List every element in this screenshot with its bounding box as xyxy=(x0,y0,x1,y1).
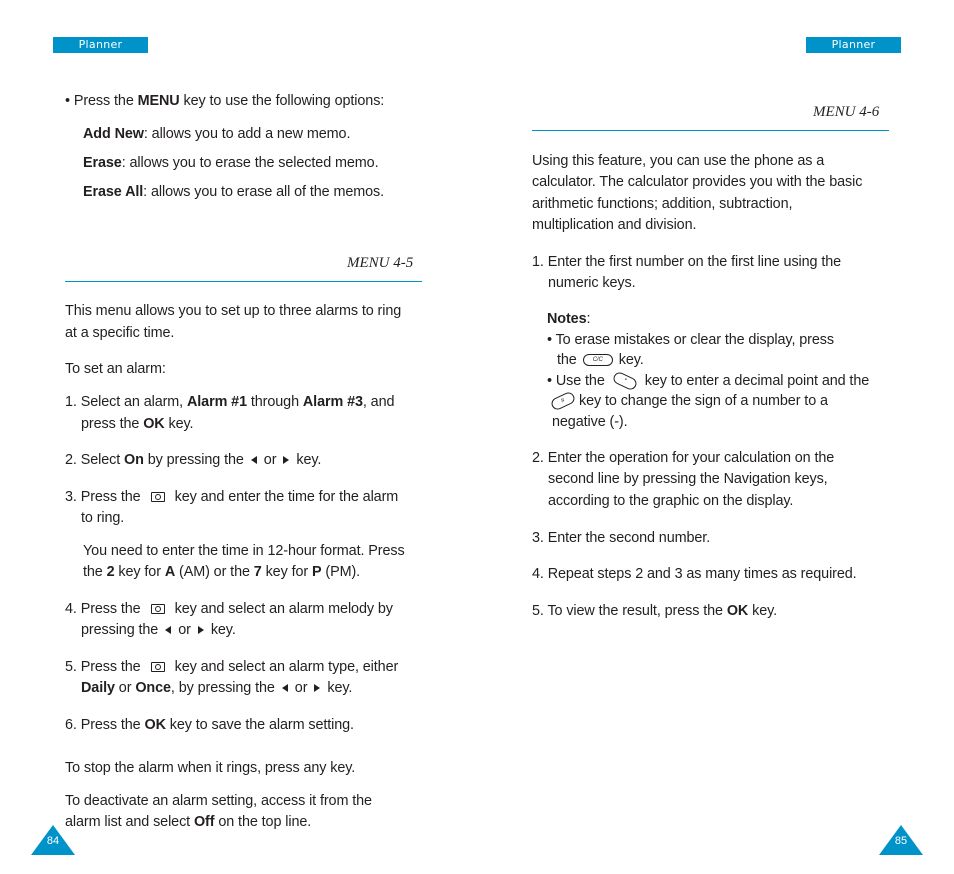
step4-line2: pressing the or key. xyxy=(81,622,236,638)
to-set-alarm: To set an alarm: xyxy=(65,361,166,377)
calc-step5: 5. To view the result, press the OK key. xyxy=(532,603,778,619)
menu-ref-4-5: MENU 4-5 xyxy=(347,255,414,271)
calc-step2-line3: according to the graphic on the display. xyxy=(548,493,794,509)
hash-key-icon: # xyxy=(550,391,577,412)
right-arrow-icon xyxy=(198,626,204,634)
calc-step1-line1: 1. Enter the first number on the first line using the xyxy=(532,254,842,270)
note1-line2: the C/C key. xyxy=(557,352,644,368)
calc-intro-line3: arithmetic functions; addition, subtraction, xyxy=(532,196,793,212)
note2-line1: • Use the * key to enter a decimal point and the xyxy=(547,371,869,393)
note1-line1: • To erase mistakes or clear the display, press xyxy=(547,332,834,348)
alarm-intro-line2: at a specific time. xyxy=(65,325,175,341)
menu-ref-4-6: MENU 4-6 xyxy=(813,104,880,120)
step4-line1: 4. Press the key and select an alarm melody by xyxy=(65,601,393,617)
calc-step2-line2: second line by pressing the Navigation keys, xyxy=(548,471,828,487)
calc-step2-line1: 2. Enter the operation for your calculation on the xyxy=(532,450,835,466)
step6: 6. Press the OK key to save the alarm setting. xyxy=(65,717,354,733)
left-arrow-icon xyxy=(282,684,288,692)
option-erase-all: Erase All: allows you to erase all of the memos. xyxy=(83,184,385,200)
step1-line1: 1. Select an alarm, Alarm #1 through Alarm #3, and xyxy=(65,394,395,410)
left-arrow-icon xyxy=(165,626,171,634)
stop-alarm-text: To stop the alarm when it rings, press any key. xyxy=(65,760,356,776)
calc-intro-line1: Using this feature, you can use the phone as a xyxy=(532,153,825,169)
section-tag-left: Planner xyxy=(53,37,148,53)
step3-note-line2: the 2 key for A (AM) or the 7 key for P (PM). xyxy=(83,564,361,580)
camera-key-icon xyxy=(151,604,165,614)
section-divider-left xyxy=(65,281,422,282)
step2: 2. Select On by pressing the or key. xyxy=(65,452,322,468)
section-tag-right: Planner xyxy=(806,37,901,53)
star-key-icon: * xyxy=(611,371,638,392)
section-divider-right xyxy=(532,130,889,131)
step3-line2: to ring. xyxy=(81,510,125,526)
left-arrow-icon xyxy=(251,456,257,464)
page-number-right: 85 xyxy=(894,835,908,847)
calc-intro-line2: calculator. The calculator provides you with the basic xyxy=(532,174,863,190)
step3-note-line1: You need to enter the time in 12-hour format. Press xyxy=(83,543,405,559)
camera-key-icon xyxy=(151,662,165,672)
calc-step4: 4. Repeat steps 2 and 3 as many times as required. xyxy=(532,566,857,582)
page-number-left: 84 xyxy=(46,835,60,847)
option-erase: Erase: allows you to erase the selected memo. xyxy=(83,155,379,171)
calc-step3: 3. Enter the second number. xyxy=(532,530,711,546)
right-arrow-icon xyxy=(314,684,320,692)
note2-line3: negative (-). xyxy=(552,414,628,430)
menu-bullet: • Press the MENU key to use the following options: xyxy=(65,93,385,109)
note2-line2: # key to change the sign of a number to a xyxy=(551,391,828,413)
deactivate-line1: To deactivate an alarm setting, access it from the xyxy=(65,793,372,809)
calc-intro-line4: multiplication and division. xyxy=(532,217,697,233)
step5-line2: Daily or Once, by pressing the or key. xyxy=(81,680,353,696)
camera-key-icon xyxy=(151,492,165,502)
clear-key-icon: C/C xyxy=(583,354,613,366)
alarm-intro-line1: This menu allows you to set up to three alarms to ring xyxy=(65,303,402,319)
calc-step1-line2: numeric keys. xyxy=(548,275,636,291)
step5-line1: 5. Press the key and select an alarm type, either xyxy=(65,659,399,675)
deactivate-line2: alarm list and select Off on the top line. xyxy=(65,814,312,830)
step3-line1: 3. Press the key and enter the time for the alarm xyxy=(65,489,399,505)
step1-line2: press the OK key. xyxy=(81,416,194,432)
notes-heading: Notes: xyxy=(547,311,591,327)
option-add-new: Add New: allows you to add a new memo. xyxy=(83,126,351,142)
right-arrow-icon xyxy=(283,456,289,464)
